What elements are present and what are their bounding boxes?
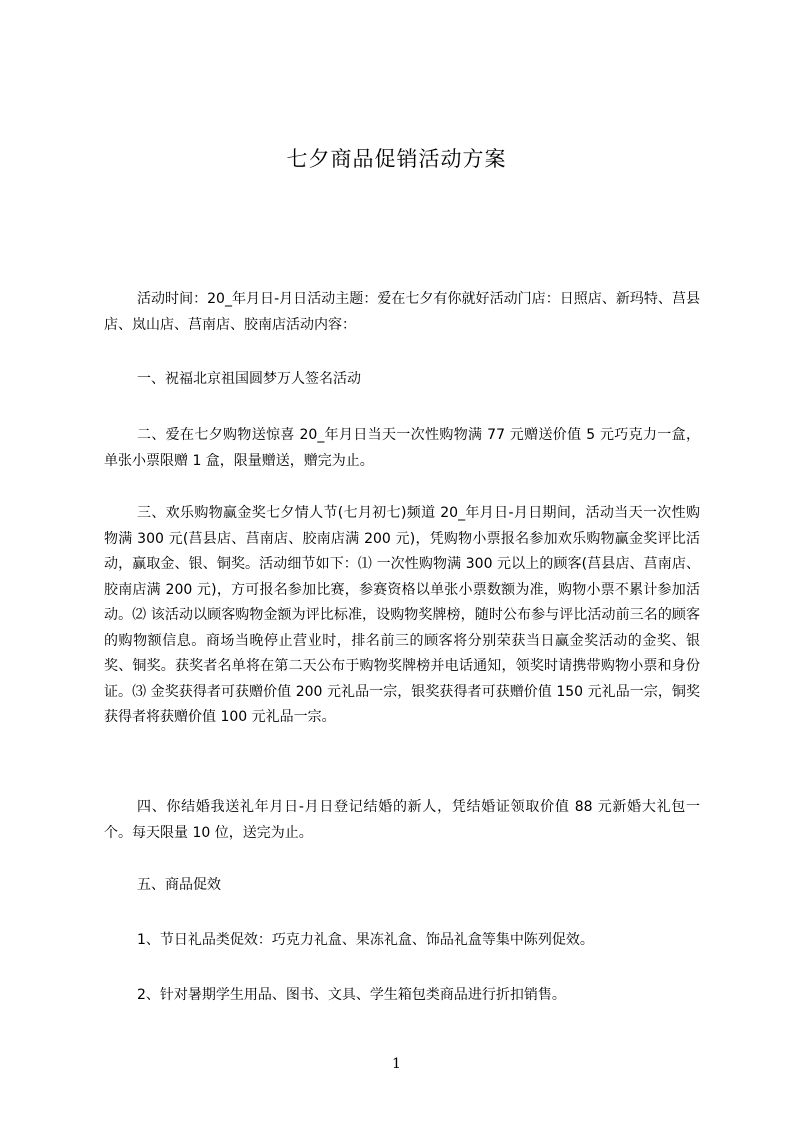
section-5-subitem-2: 2、针对暑期学生用品、图书、文具、学生箱包类商品进行折扣销售。 bbox=[137, 987, 566, 1003]
document-title: 七夕商品促销活动方案 bbox=[286, 147, 507, 171]
section-5-heading: 五、商品促效 bbox=[137, 877, 221, 893]
page-number: 1 bbox=[392, 1056, 401, 1072]
section-1-paragraph: 一、祝福北京祖国圆梦万人签名活动 bbox=[137, 371, 361, 387]
intro-paragraph: 活动时间：20_年月日-月日活动主题：爱在七夕有你就好活动门店：日照店、新玛特、莒县店、岚山店、莒南店、胶南店活动内容： bbox=[104, 291, 700, 333]
section-4-paragraph: 四、你结婚我送礼年月日-月日登记结婚的新人，凭结婚证领取价值 88 元新婚大礼包一个。每天限量 10 位，送完为止。 bbox=[104, 799, 700, 841]
section-2-paragraph: 二、爱在七夕购物送惊喜 20_年月日当天一次性购物满 77 元赠送价值 5 元巧克力一盒，单张小票限赠 1 盒，限量赠送，赠完为止。 bbox=[104, 427, 700, 469]
section-3-paragraph: 三、欢乐购物赢金奖七夕情人节(七月初七)频道 20_年月日-月日期间，活动当天一次性购物满 300 元(莒县店、莒南店、胶南店满 200 元)，凭购物小票报名参加欢乐购物赢金奖评比活动，赢取金、银、铜奖。活动细节如下：⑴ 一次性购物满 300 元以上的顾客(莒县店、莒南店、胶南店满 200 元)，方可报名参加比赛，参赛资格以单张小票数额为准，购物小票不累计参加活动。⑵ 该活动以顾客购物金额为评比标准，设购物奖牌榜，随时公布参与评比活动前三名的顾客的购物额信息。商场当晚停止营业时，排名前三的顾客将分别荣获当日赢金奖活动的金奖、银奖、铜奖。获奖者名单将在第二天公布于购物奖牌榜并电话通知，领奖时请携带购物小票和身份证。⑶ 金奖获得者可获赠价值 200 元礼品一宗，银奖获得者可获赠价值 150 元礼品一宗，铜奖获得者将获赠价值 100 元礼品一宗。 bbox=[104, 505, 700, 725]
section-5-subitem-1: 1、节日礼品类促效：巧克力礼盒、果冻礼盒、饰品礼盒等集中陈列促效。 bbox=[137, 932, 594, 948]
